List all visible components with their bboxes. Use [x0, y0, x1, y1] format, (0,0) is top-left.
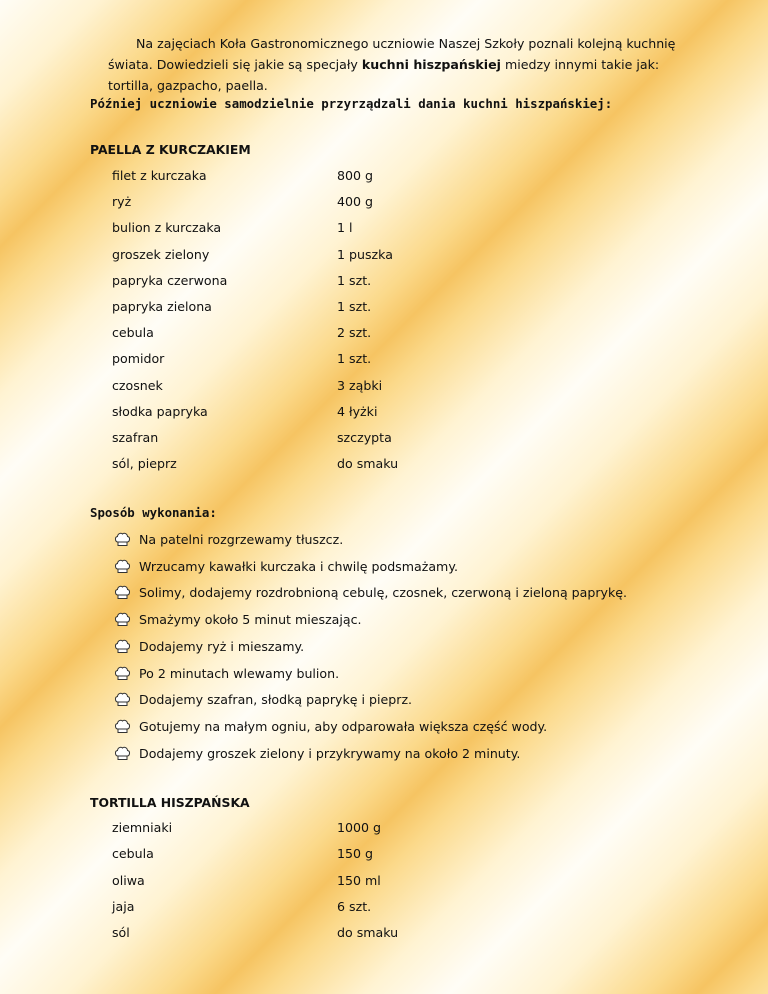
- ingredient-name: oliwa: [112, 872, 145, 888]
- ingredient-name: bulion z kurczaka: [112, 220, 222, 236]
- ingredient-name: sól, pieprz: [112, 456, 177, 472]
- ingredient-row: [112, 820, 612, 840]
- method-step-text: Dodajemy groszek zielony i przykrywamy na około 2 minuty.: [139, 745, 521, 761]
- ingredient-row: [112, 299, 612, 319]
- chef-hat-icon: [114, 718, 131, 734]
- chef-hat-icon: [114, 638, 131, 654]
- method-title: Sposób wykonania:: [90, 505, 217, 520]
- intro-line-3: tortilla, gazpacho, paella.: [108, 78, 268, 93]
- chef-hat-icon: [114, 531, 131, 547]
- intro-line-1: Na zajęciach Koła Gastronomicznego uczniowie Naszej Szkoły poznali kolejną kuchnię: [136, 36, 676, 51]
- ingredient-name: szafran: [112, 430, 159, 445]
- ingredient-row: [112, 220, 612, 240]
- ingredient-row: [112, 325, 612, 345]
- ingredient-name: słodka papryka: [112, 403, 208, 419]
- ingredient-row: [112, 351, 612, 371]
- ingredient-quantity: 1 szt.: [337, 351, 372, 367]
- chef-hat-icon: [114, 611, 131, 627]
- ingredient-row: [112, 247, 612, 267]
- intro-line-2: świata. Dowiedzieli się jakie są specjały kuchni hiszpańskiej miedzy innymi takie jak:: [108, 57, 660, 72]
- ingredient-name: cebula: [112, 325, 154, 341]
- ingredient-name: czosnek: [112, 377, 163, 393]
- ingredient-quantity: 150 ml: [337, 872, 381, 888]
- ingredient-quantity: do smaku: [337, 925, 399, 941]
- ingredient-quantity: 2 szt.: [337, 325, 372, 341]
- ingredient-row: [112, 404, 612, 424]
- ingredient-row: [112, 168, 612, 188]
- chef-hat-icon: [114, 745, 131, 761]
- ingredient-quantity: 1 puszka: [337, 246, 393, 262]
- ingredient-name: ryż: [112, 194, 132, 210]
- ingredient-name: papryka czerwona: [112, 272, 228, 288]
- ingredient-name: groszek zielony: [112, 246, 210, 262]
- ingredient-name: papryka zielona: [112, 299, 212, 314]
- intro-paragraph: [108, 33, 688, 96]
- method-step-text: Po 2 minutach wlewamy bulion.: [139, 665, 340, 681]
- method-step-text: Solimy, dodajemy rozdrobnioną cebulę, czosnek, czerwoną i zieloną paprykę.: [139, 585, 628, 601]
- ingredient-quantity: szczypta: [337, 430, 392, 445]
- chef-hat-icon: [114, 558, 131, 574]
- intro-bold-phrase: kuchni hiszpańskiej: [361, 57, 501, 72]
- ingredient-row: [112, 846, 612, 866]
- ingredient-quantity: 4 łyżki: [337, 403, 378, 419]
- method-step-text: Dodajemy ryż i mieszamy.: [139, 638, 305, 654]
- tortilla-title: TORTILLA HISZPAŃSKA: [90, 795, 250, 810]
- ingredient-quantity: 1 szt.: [337, 299, 372, 314]
- ingredient-name: filet z kurczaka: [112, 168, 207, 183]
- ingredient-quantity: 400 g: [337, 194, 374, 210]
- method-step-text: Wrzucamy kawałki kurczaka i chwilę podsmażamy.: [139, 558, 458, 574]
- ingredient-name: pomidor: [112, 351, 165, 367]
- method-step-text: Dodajemy szafran, słodką paprykę i pieprz.: [139, 692, 413, 708]
- method-step-text: Smażymy około 5 minut mieszając.: [139, 612, 362, 628]
- ingredient-row: [112, 194, 612, 214]
- ingredient-row: [112, 925, 612, 945]
- paella-title: PAELLA Z KURCZAKIEM: [90, 142, 251, 157]
- ingredient-name: cebula: [112, 846, 154, 862]
- subheading: Później uczniowie samodzielnie przyrządzali dania kuchni hiszpańskiej:: [90, 96, 613, 111]
- ingredient-quantity: 150 g: [337, 846, 374, 862]
- ingredient-quantity: 1000 g: [337, 820, 382, 835]
- chef-hat-icon: [114, 665, 131, 681]
- ingredient-quantity: 6 szt.: [337, 898, 372, 914]
- ingredient-row: [112, 378, 612, 398]
- ingredient-quantity: 3 ząbki: [337, 377, 383, 393]
- ingredient-row: [112, 430, 612, 450]
- ingredient-row: [112, 273, 612, 293]
- ingredient-name: sól: [112, 925, 130, 941]
- ingredient-quantity: 1 l: [337, 220, 353, 236]
- chef-hat-icon: [114, 691, 131, 707]
- chef-hat-icon: [114, 584, 131, 600]
- ingredient-row: [112, 899, 612, 919]
- ingredient-name: jaja: [112, 898, 135, 914]
- method-step-text: Na patelni rozgrzewamy tłuszcz.: [139, 532, 344, 547]
- method-step-text: Gotujemy na małym ogniu, aby odparowała większa część wody.: [139, 718, 548, 734]
- ingredient-quantity: do smaku: [337, 456, 399, 472]
- ingredient-quantity: 800 g: [337, 168, 374, 183]
- ingredient-name: ziemniaki: [112, 820, 173, 835]
- ingredient-row: [112, 873, 612, 893]
- ingredient-row: [112, 456, 612, 476]
- ingredient-quantity: 1 szt.: [337, 272, 372, 288]
